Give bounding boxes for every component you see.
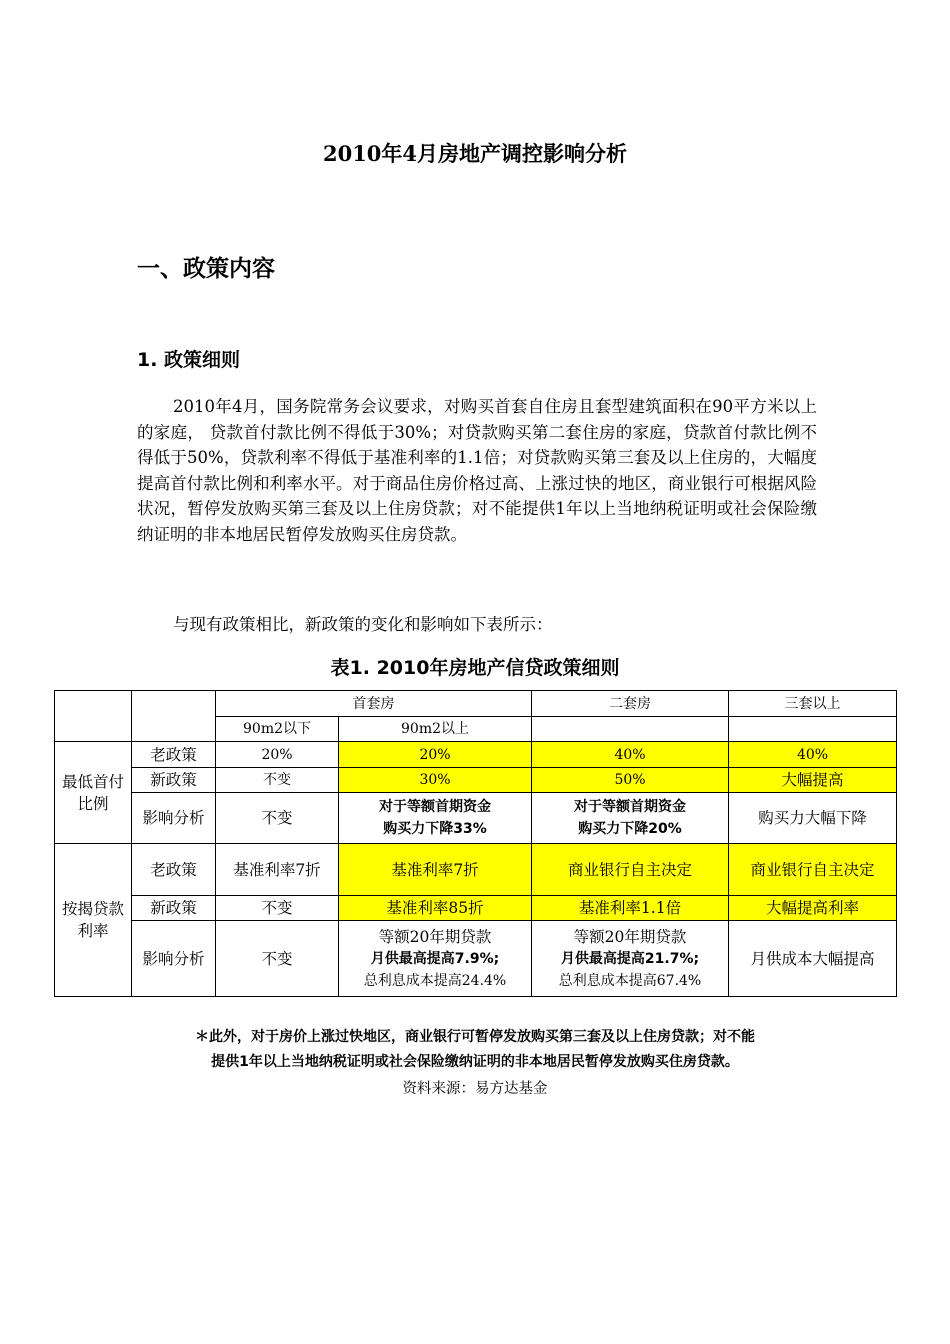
row-label: 新政策	[132, 896, 216, 921]
row-label: 新政策	[132, 768, 216, 793]
cell-line: 对于等额首期资金	[574, 799, 686, 815]
row-label: 影响分析	[132, 793, 216, 844]
cell-line: 对于等额首期资金	[379, 799, 491, 815]
table-cell: 40%	[532, 742, 729, 768]
cell-line: 总利息成本提高24.4%	[363, 972, 507, 989]
policy-table	[54, 690, 897, 997]
table-row	[55, 793, 897, 844]
table-corner-cell	[55, 691, 132, 742]
header-third-plus: 三套以上	[729, 691, 897, 717]
table-cell: 不变	[216, 896, 339, 921]
footnote-line: ＊此外，对于房价上涨过快地区，商业银行可暂停发放购买第三套及以上住房贷款；对不能	[195, 1029, 755, 1045]
footnote-line: 提供1年以上当地纳税证明或社会保险缴纳证明的非本地居民暂停发放购买住房贷款。	[211, 1054, 739, 1070]
group-label-mortgage-rate: 按揭贷款利率	[55, 844, 132, 997]
table-footnote	[0, 1025, 950, 1075]
row-label: 影响分析	[132, 921, 216, 997]
table-cell: 商业银行自主决定	[532, 844, 729, 896]
header-above-90: 90m2以上	[339, 717, 532, 742]
table-cell: 月供成本大幅提高	[729, 921, 897, 997]
table-cell: 基准利率1.1倍	[532, 896, 729, 921]
table-cell: 30%	[339, 768, 532, 793]
header-first-home: 首套房	[216, 691, 532, 717]
header-second-home: 二套房	[532, 691, 729, 717]
cell-line: 月供最高提高21.7%;	[560, 950, 700, 967]
intro-paragraph: 与现有政策相比，新政策的变化和影响如下表所示：	[173, 615, 553, 634]
table-cell	[532, 921, 729, 997]
table-cell: 大幅提高	[729, 768, 897, 793]
source-note: 资料来源：易方达基金	[402, 1081, 548, 1097]
table-cell: 基准利率7折	[339, 844, 532, 896]
table-cell: 不变	[216, 921, 339, 997]
empty-cell	[729, 717, 897, 742]
table-cell: 商业银行自主决定	[729, 844, 897, 896]
table-cell	[532, 793, 729, 844]
cell-line: 等额20年期贷款	[378, 927, 492, 946]
table-cell: 基准利率7折	[216, 844, 339, 896]
table-row	[55, 896, 897, 921]
group-label-down-payment: 最低首付比例	[55, 742, 132, 844]
table-row	[55, 768, 897, 793]
table-cell: 40%	[729, 742, 897, 768]
cell-line: 购买力下降20%	[578, 821, 682, 837]
table-cell: 不变	[216, 768, 339, 793]
cell-line: 等额20年期贷款	[573, 927, 687, 946]
section-heading: 一、政策内容	[137, 256, 275, 282]
cell-line: 月供最高提高7.9%;	[370, 950, 500, 967]
row-label: 老政策	[132, 844, 216, 896]
table-cell: 不变	[216, 793, 339, 844]
table-cell: 20%	[216, 742, 339, 768]
table-cell: 20%	[339, 742, 532, 768]
table-cell: 购买力大幅下降	[729, 793, 897, 844]
table-cell	[339, 921, 532, 997]
table-cell: 基准利率85折	[339, 896, 532, 921]
empty-cell	[532, 717, 729, 742]
page-title: 2010年4月房地产调控影响分析	[322, 141, 628, 166]
policy-paragraph: 2010年4月，国务院常务会议要求，对购买首套自住房且套型建筑面积在90平方米以上的家庭， 贷款首付款比例不得低于30%；对贷款购买第二套住房的家庭，贷款首付款比例不得低于50%，贷款利率不得低于基准利率的1.1倍；对贷款购买第三套及以上住房的，大幅度提高首付款比例和利率水平。对于商品住房价格过高、上涨过快的地区，商业银行可根据风险状况，暂停发放购买第三套及以上住房贷款；对不能提供1年以上当地纳税证明或社会保险缴纳证明的非本地居民暂停发放购买住房贷款。	[137, 397, 817, 544]
cell-line: 购买力下降33%	[383, 821, 487, 837]
cell-line: 总利息成本提高67.4%	[558, 972, 702, 989]
table-cell: 50%	[532, 768, 729, 793]
row-label: 老政策	[132, 742, 216, 768]
header-below-90: 90m2以下	[216, 717, 339, 742]
table-caption: 表1. 2010年房地产信贷政策细则	[330, 657, 620, 679]
table-corner-cell	[132, 691, 216, 742]
table-row	[55, 844, 897, 896]
table-header-row	[55, 691, 897, 717]
table-cell	[339, 793, 532, 844]
table-row	[55, 742, 897, 768]
table-row	[55, 921, 897, 997]
table-cell: 大幅提高利率	[729, 896, 897, 921]
subsection-heading: 1. 政策细则	[137, 349, 241, 371]
